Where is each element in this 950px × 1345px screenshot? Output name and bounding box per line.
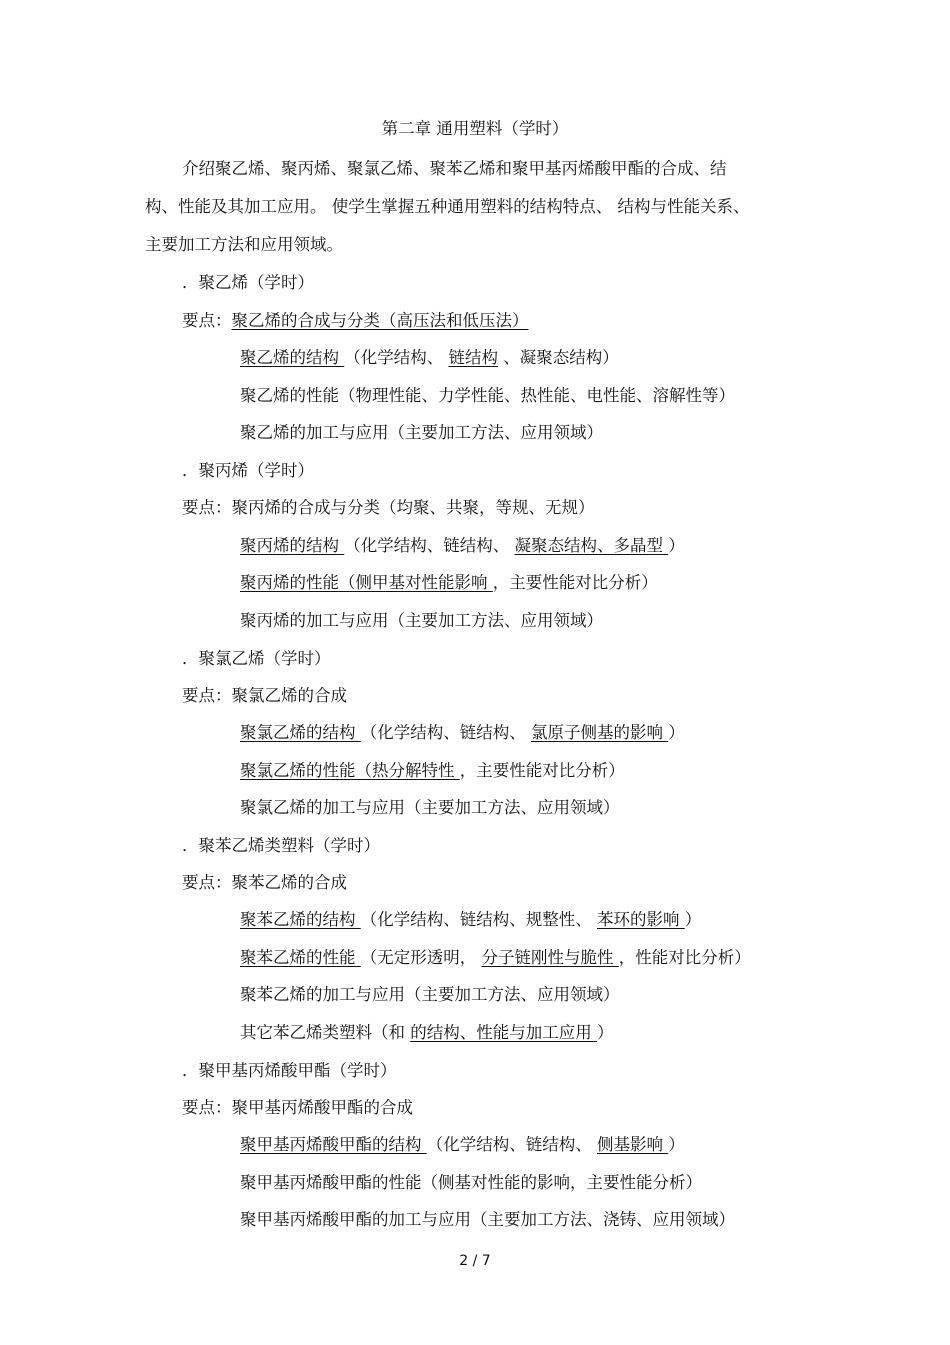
point-text: 聚苯乙烯的合成: [231, 873, 347, 892]
point-text: 聚甲基丙烯酸甲酯的合成: [231, 1098, 413, 1117]
point-text: （化学结构、链结构、规整性、: [360, 910, 597, 929]
point-row: 聚乙烯的加工与应用（主要加工方法、应用领域）: [240, 423, 603, 442]
point-text: 聚丙烯的结构: [240, 536, 345, 555]
point-text: （无定形透明，: [360, 948, 482, 967]
point-text: （化学结构、链结构、: [426, 1135, 597, 1154]
point-text: （化学结构、: [344, 348, 449, 367]
section-heading-ps: ．聚苯乙烯类塑料（学时）: [182, 836, 380, 855]
point-row: 聚乙烯的性能（物理性能、力学性能、热性能、电性能、溶解性等）: [240, 386, 735, 405]
point-row: 聚氯乙烯的加工与应用（主要加工方法、应用领域）: [240, 798, 620, 817]
point-text: 聚氯乙烯的结构: [240, 723, 361, 742]
point-row: [240, 947, 751, 969]
point-row: [240, 347, 619, 369]
point-row: 聚苯乙烯的加工与应用（主要加工方法、应用领域）: [240, 985, 620, 1004]
point-text: ）: [597, 1023, 614, 1042]
point-row: 聚甲基丙烯酸甲酯的性能（侧基对性能的影响，主要性能分析）: [240, 1173, 702, 1192]
point-text: 聚甲基丙烯酸甲酯的结构: [240, 1135, 427, 1154]
point-text: 、凝聚态结构）: [498, 348, 619, 367]
point-text: 聚乙烯的结构: [240, 348, 345, 367]
point-text: 聚氯乙烯的性能（热分解特性: [240, 761, 460, 780]
points-label: 要点：: [182, 873, 232, 892]
point-text: ，主要性能对比分析）: [459, 761, 625, 780]
point-text: ）: [668, 536, 685, 555]
point-text: 氯原子侧基的影响: [531, 723, 669, 742]
section-heading-pp: ．聚丙烯（学时）: [182, 461, 314, 480]
intro-line-1: 介绍聚乙烯、聚丙烯、聚氯乙烯、聚苯乙烯和聚甲基丙烯酸甲酯的合成、结: [182, 159, 727, 178]
point-text: 的结构、性能与加工应用: [410, 1023, 597, 1042]
point-text: 凝聚态结构、多晶型: [514, 536, 669, 555]
point-text: 聚丙烯的性能（侧甲基对性能影响: [240, 573, 493, 592]
point-text: （化学结构、链结构、: [360, 723, 531, 742]
point-text: （化学结构、链结构、: [344, 536, 515, 555]
point-text: ，主要性能对比分析）: [492, 573, 658, 592]
point-text: 聚氯乙烯的合成: [231, 686, 347, 705]
point-row: [240, 722, 685, 744]
point-text: 苯环的影响: [597, 910, 685, 929]
point-text: 聚乙烯的合成与分类（高压法和低压法）: [231, 311, 529, 330]
point-text: 聚丙烯的合成与分类（均聚、共聚，等规、无规）: [231, 498, 595, 517]
points-row: [182, 1097, 413, 1119]
point-text: ，性能对比分析）: [618, 948, 751, 967]
point-text: ）: [668, 723, 685, 742]
point-row: [240, 572, 658, 594]
point-text: ）: [684, 910, 702, 929]
point-row: [240, 1134, 685, 1156]
point-text: 聚苯乙烯的性能: [240, 948, 361, 967]
point-text: 链结构: [448, 348, 498, 367]
point-text: 分子链刚性与脆性: [481, 948, 619, 967]
point-row: 聚丙烯的加工与应用（主要加工方法、应用领域）: [240, 611, 603, 630]
points-label: 要点：: [182, 1098, 232, 1117]
points-row: [182, 310, 529, 332]
point-row: 聚甲基丙烯酸甲酯的加工与应用（主要加工方法、浇铸、应用领域）: [240, 1210, 735, 1229]
points-row: [182, 872, 347, 894]
point-row: [240, 1022, 614, 1044]
points-row: [182, 685, 347, 707]
point-row: [240, 909, 701, 931]
point-text: 侧基影响: [597, 1135, 669, 1154]
points-label: 要点：: [182, 311, 232, 330]
point-row: [240, 535, 685, 557]
section-heading-pe: ．聚乙烯（学时）: [182, 273, 314, 292]
point-text: 其它苯乙烯类塑料（和: [240, 1023, 411, 1042]
point-text: ）: [668, 1135, 685, 1154]
point-row: [240, 760, 625, 782]
section-heading-pvc: ．聚氯乙烯（学时）: [182, 649, 331, 668]
intro-line-2: 构、性能及其加工应用。 使学生掌握五种通用塑料的结构特点、 结构与性能关系、: [145, 197, 750, 216]
section-heading-pmma: ．聚甲基丙烯酸甲酯（学时）: [182, 1061, 397, 1080]
intro-line-3: 主要加工方法和应用领域。: [145, 235, 343, 254]
point-text: 聚苯乙烯的结构: [240, 910, 361, 929]
chapter-title: 第二章 通用塑料（学时）: [381, 119, 569, 138]
points-label: 要点：: [182, 686, 232, 705]
points-label: 要点：: [182, 498, 232, 517]
points-row: [182, 497, 595, 519]
page-number: 2 / 7: [459, 1253, 491, 1269]
